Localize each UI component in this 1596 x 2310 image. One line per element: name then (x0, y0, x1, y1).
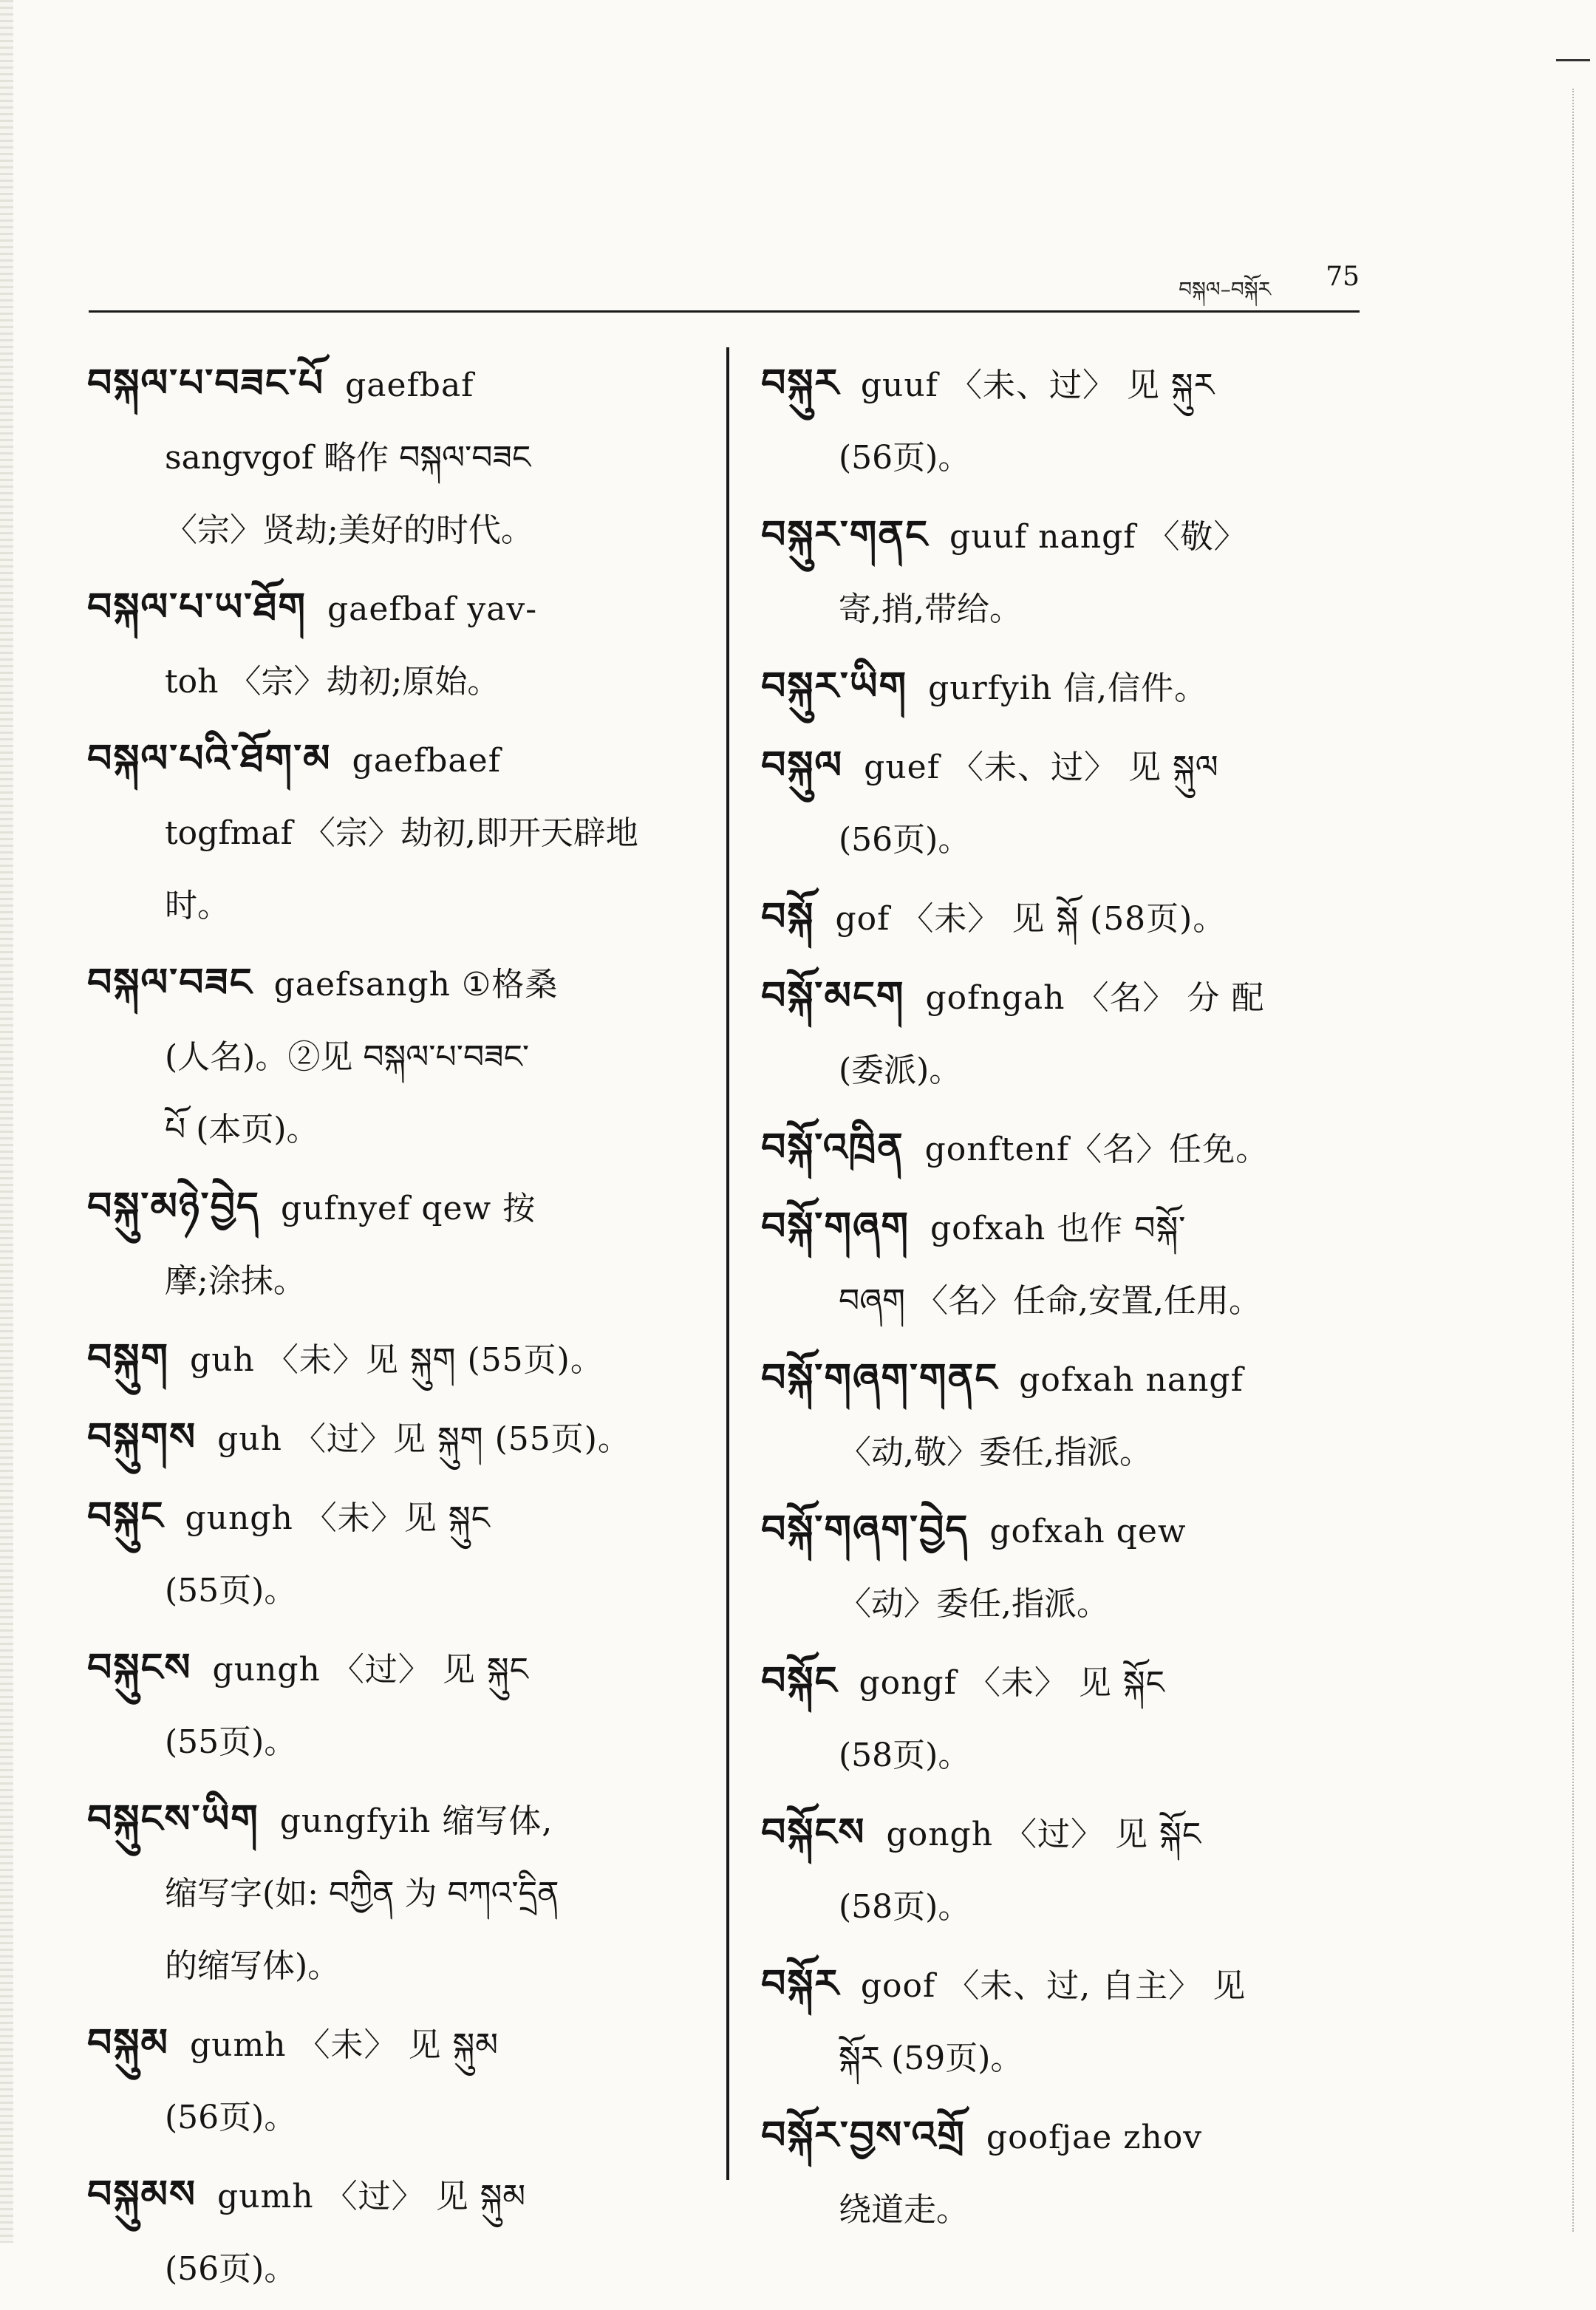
entry-headword: བསྐལ་བཟང (87, 960, 253, 1005)
column-divider (726, 347, 729, 2180)
entry-line: gofxah 也作 བསྐོ་ (930, 1210, 1187, 1247)
entry-headword: བསྐལ་པའི་ཐོག་མ (87, 736, 332, 781)
entry-headword: བསྐོ་གཞག (761, 1204, 910, 1249)
entry-line: guuf nangf 〈敬〉 (949, 518, 1247, 556)
scan-edge-left (0, 0, 13, 2243)
entry-line: པོ (本页)。 (165, 1111, 319, 1148)
dictionary-entry (87, 723, 700, 942)
entry-headword: བསྐལ་པ་ཡ་ཐོག (87, 585, 307, 630)
entry-line: guh 〈未〉见 སྐུག (55页)。 (190, 1341, 604, 1379)
entry-line: 缩写字(如: བཀྱིན 为 བཀའ་དྲིན (165, 1875, 559, 1912)
entry-line: sangvgof 略作 བསྐལ་བཟང (165, 439, 531, 477)
dictionary-entry (761, 1493, 1374, 1640)
entry-line: gof 〈未〉 见 སྐོ (58页)。 (835, 900, 1227, 938)
entry-line: goofjae zhov (986, 2119, 1203, 2156)
left-column (87, 347, 700, 2310)
page-number: 75 (1326, 262, 1360, 292)
entry-line: gumh 〈未〉 见 སྐུམ (189, 2026, 499, 2064)
entry-line: togfmaf 〈宗〉劫初,即开天辟地 (165, 814, 638, 852)
dictionary-entry (87, 1322, 700, 1397)
entry-line: 〈宗〉贤劫;美好的时代。 (165, 511, 533, 549)
entry-line: gofxah qew (989, 1513, 1187, 1550)
entry-line: gofngah 〈名〉 分 配 (925, 979, 1265, 1017)
dictionary-entry (761, 1342, 1374, 1489)
entry-line: gaefbaf yav- (327, 590, 538, 628)
entry-line: gaefbaf (345, 367, 474, 404)
dictionary-entry (761, 1645, 1374, 1792)
entry-line: 〈动,敬〉委任,指派。 (839, 1434, 1152, 1471)
dictionary-entry (761, 960, 1374, 1107)
scan-edge-mark (1556, 59, 1590, 61)
entry-headword: བསྐལ་པ་བཟང་པོ (87, 361, 325, 406)
dictionary-entry (761, 1111, 1374, 1186)
entry-line: (人名)。②见 བསྐལ་པ་བཟང་ (165, 1038, 530, 1076)
entry-line: 摩;涂抹。 (165, 1262, 306, 1300)
dictionary-entry (761, 1948, 1374, 2095)
scan-edge-right (1572, 89, 1575, 2232)
entry-line: 绕道走。 (839, 2191, 969, 2229)
entry-line: (55页)。 (165, 1572, 297, 1609)
entry-line: བཞག 〈名〉任命,安置,任用。 (839, 1282, 1261, 1320)
dictionary-entry (87, 1480, 700, 1627)
entry-line: 的缩写体)。 (165, 1947, 341, 1985)
entry-line: gaefbaef (352, 742, 501, 780)
entry-headword: བསྐོར་བྱས་འགྲོ (761, 2113, 966, 2158)
entry-line: (58页)。 (839, 1888, 971, 1926)
entry-headword: བསྐོ་གཞག་གནང (761, 1355, 999, 1400)
entry-headword: བསྐུང (87, 1493, 165, 1539)
entry-line: (55页)。 (165, 1723, 297, 1761)
dictionary-entry (87, 347, 700, 567)
entry-line: toh 〈宗〉劫初;原始。 (165, 663, 500, 701)
dictionary-entry (761, 2099, 1374, 2246)
entry-line: gurfyih 信,信件。 (928, 670, 1208, 707)
dictionary-entry (761, 881, 1374, 955)
page-header (89, 259, 1360, 310)
entry-line: gongf 〈未〉 见 སྐོང (859, 1664, 1165, 1702)
dictionary-entry (87, 1783, 700, 2003)
dictionary-entry (87, 2159, 700, 2306)
entry-line: སྐོར (59页)。 (839, 2040, 1023, 2077)
entry-line: 〈动〉委任,指派。 (839, 1585, 1109, 1623)
header-rule (89, 310, 1360, 313)
entry-line: gungh 〈未〉见 སྐུང (185, 1499, 491, 1537)
entry-headword: བསྐུར (761, 361, 840, 406)
entry-headword: བསྐུངས (87, 1645, 192, 1690)
dictionary-entry (87, 2007, 700, 2154)
entry-line: guef 〈未、过〉 见 སྐུལ (864, 749, 1219, 786)
entry-line: gufnyef qew 按 (281, 1190, 536, 1227)
entry-headword: བསྐུལ (761, 743, 844, 788)
entry-line: gungh 〈过〉 见 སྐུང (212, 1651, 529, 1689)
entry-line: gonftenf〈名〉任免。 (924, 1131, 1269, 1168)
entry-line: gungfyih 缩写体, (279, 1802, 553, 1840)
entry-line: 时。 (165, 887, 230, 924)
entry-headword: བསྐུ་མཉེ་བྱེད (87, 1184, 261, 1229)
dictionary-entry (761, 729, 1374, 876)
entry-line: gaefsangh ①格桑 (273, 966, 559, 1004)
entry-headword: བསྐོ་གཞག་བྱེད (761, 1507, 969, 1552)
entry-line: guh 〈过〉见 སྐུག (55页)。 (217, 1420, 631, 1458)
entry-line: 寄,捎,带给。 (839, 590, 1022, 628)
entry-headword: བསྐུངས་ཡིག (87, 1796, 259, 1841)
entry-headword: བསྐོར (761, 1961, 840, 2006)
dictionary-entry (761, 1796, 1374, 1943)
entry-headword: བསྐོ་འཁྲིན (761, 1125, 904, 1170)
entry-headword: བསྐུར་ཡིག (761, 664, 908, 709)
dictionary-entry (761, 347, 1374, 494)
entry-headword: བསྐོ (761, 894, 815, 939)
entry-line: (56页)。 (165, 2250, 297, 2288)
entry-headword: བསྐུག (87, 1335, 170, 1380)
entry-headword: བསྐོ་མངག (761, 973, 905, 1018)
entry-line: (委派)。 (839, 1052, 962, 1089)
dictionary-entry (761, 499, 1374, 646)
entry-headword: བསྐུམ (87, 2020, 169, 2065)
running-head: བསྐལ–བསྐོར (1179, 277, 1271, 301)
dictionary-entry (87, 947, 700, 1166)
right-column (761, 347, 1374, 2251)
entry-line: gumh 〈过〉 见 སྐུམ (217, 2178, 527, 2215)
entry-line: (56页)。 (839, 821, 971, 859)
dictionary-entry (761, 650, 1374, 725)
entry-headword: བསྐུར་གནང (761, 512, 930, 557)
entry-line: (56页)。 (839, 439, 971, 477)
entry-line: gofxah nangf (1019, 1361, 1244, 1399)
entry-headword: བསྐོང (761, 1658, 839, 1703)
entry-line: guuf 〈未、过〉 见 སྐུར (860, 367, 1215, 404)
entry-headword: བསྐུགས (87, 1414, 197, 1459)
entry-line: (56页)。 (165, 2099, 297, 2136)
dictionary-entry (87, 1401, 700, 1476)
entry-line: goof 〈未、过, 自主〉 见 (860, 1967, 1247, 2005)
dictionary-entry (87, 571, 700, 718)
entry-line: (58页)。 (839, 1737, 971, 1774)
entry-headword: བསྐོངས (761, 1810, 866, 1855)
entry-line: gongh 〈过〉 见 སྐོང (886, 1816, 1202, 1853)
dictionary-entry (87, 1171, 700, 1318)
entry-headword: བསྐུམས (87, 2172, 197, 2217)
dictionary-entry (761, 1190, 1374, 1338)
dictionary-entry (87, 1632, 700, 1779)
